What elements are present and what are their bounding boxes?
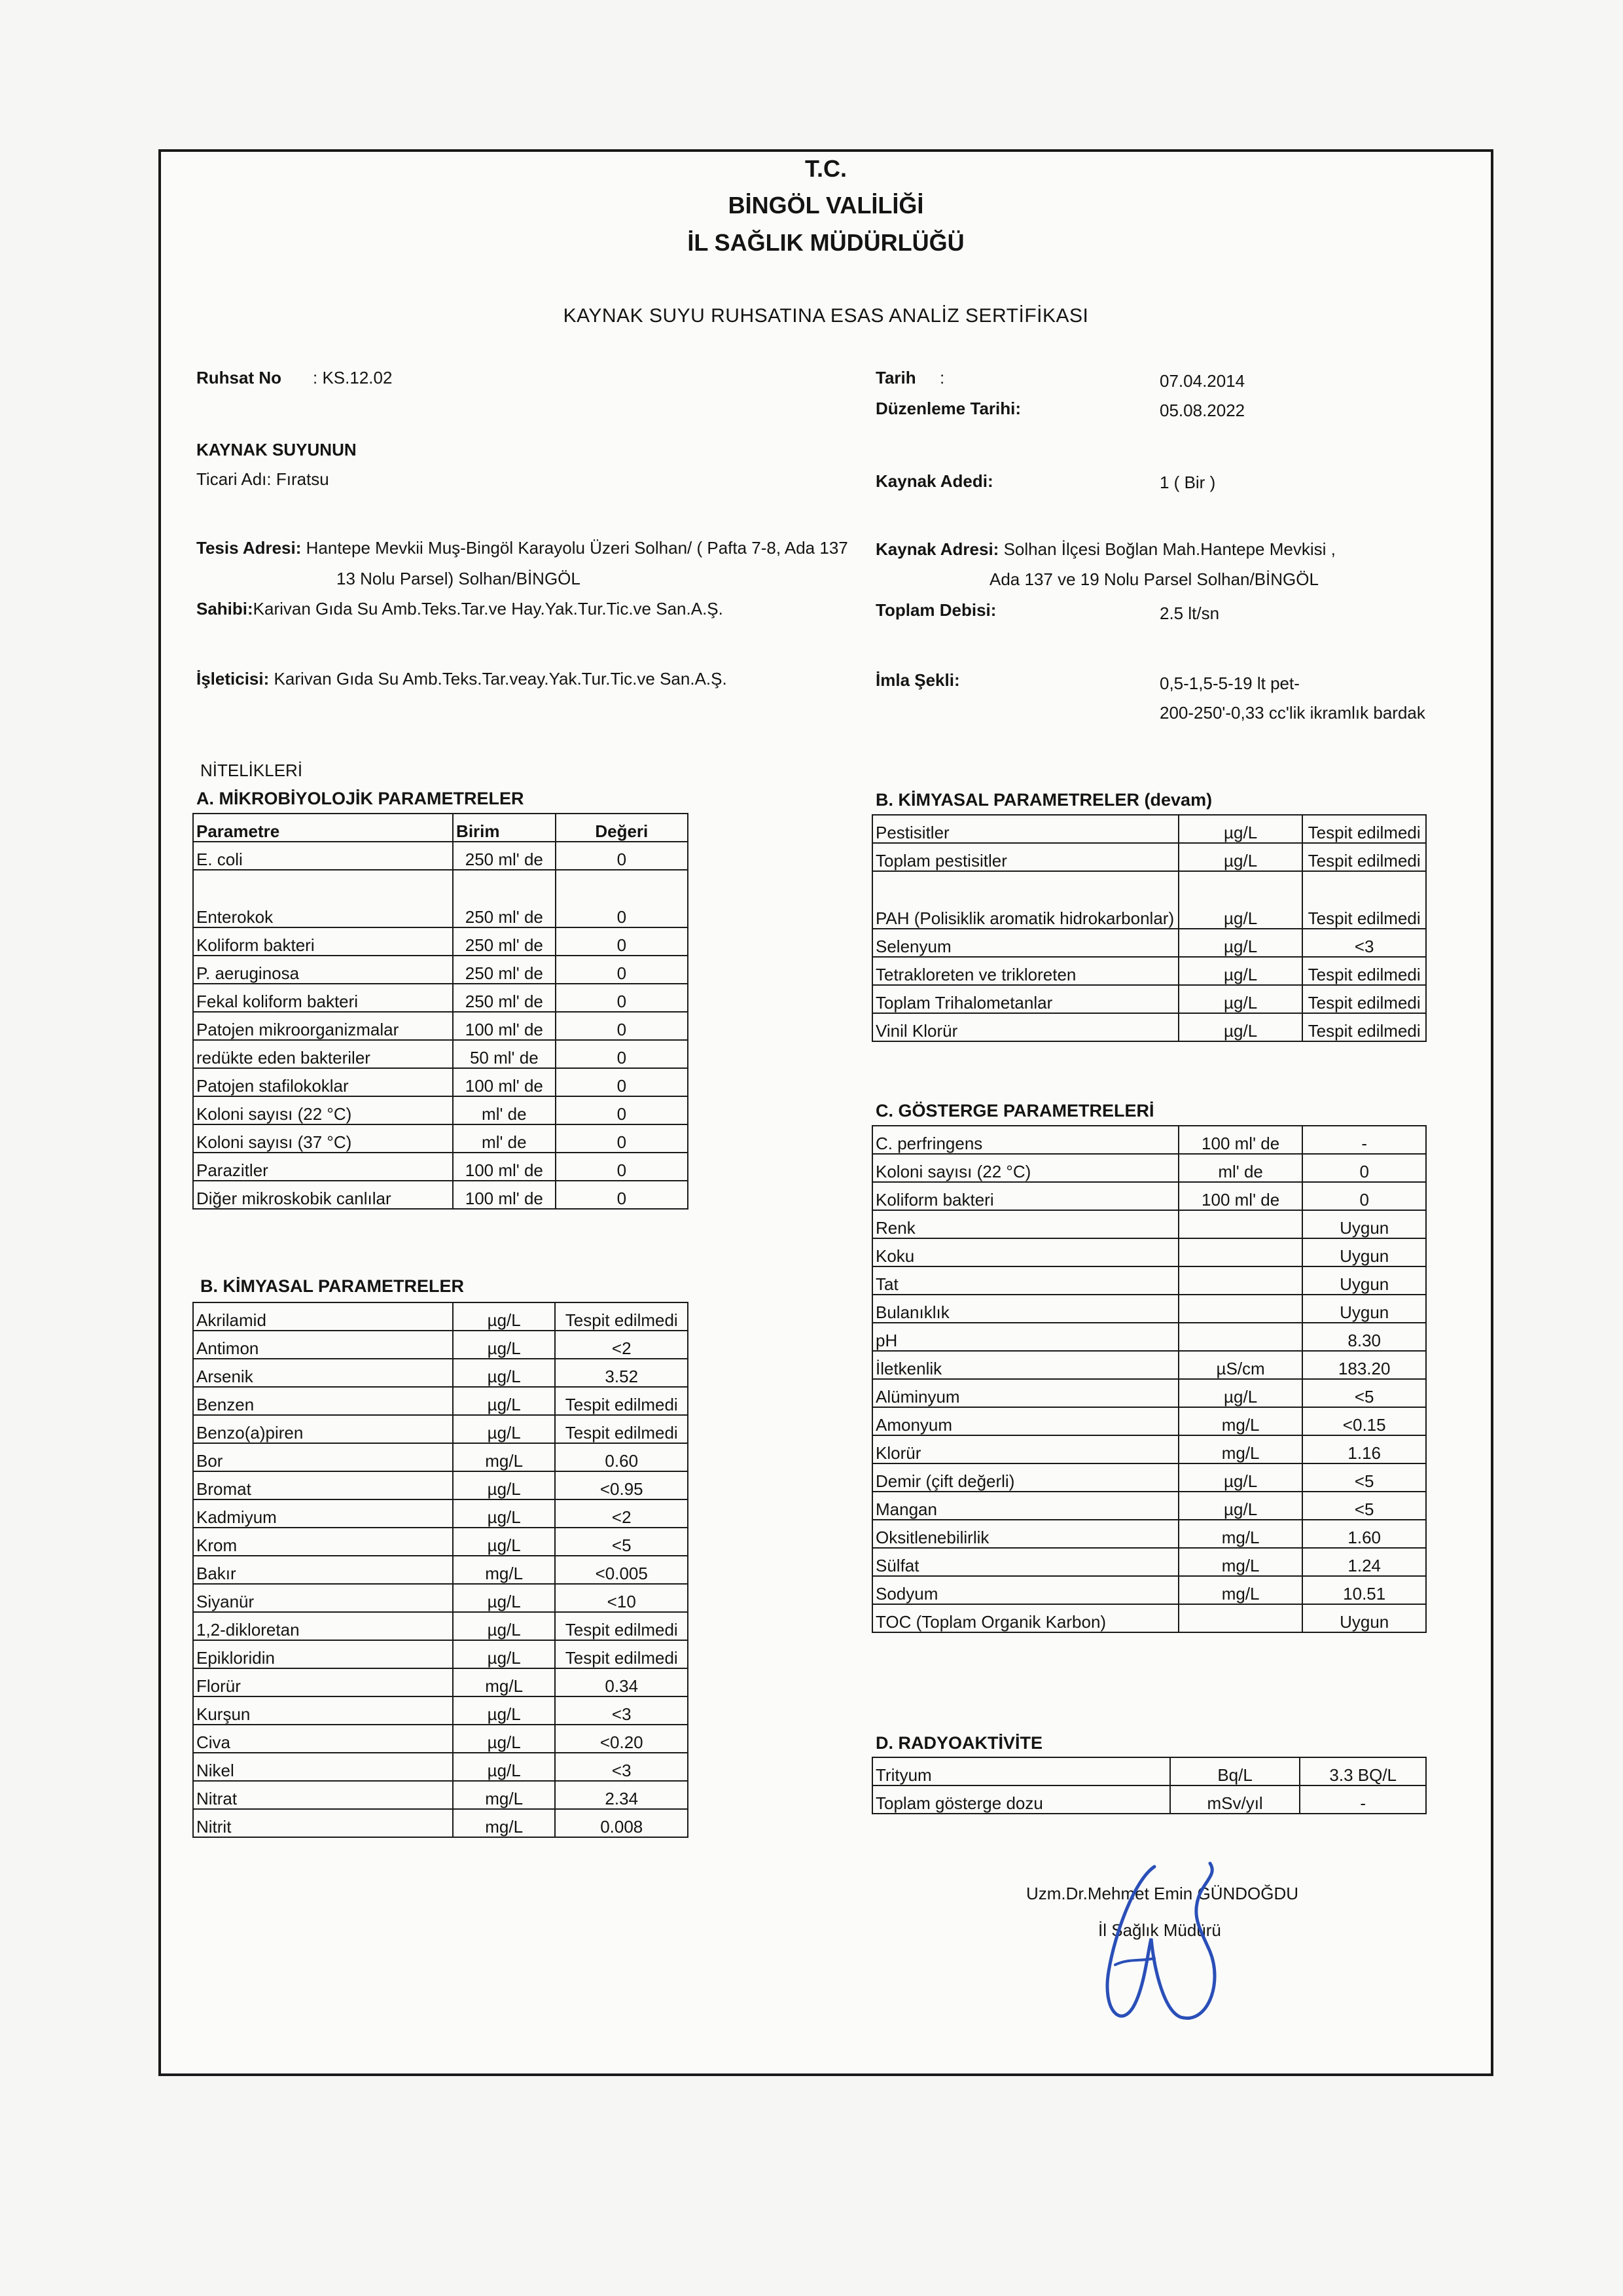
param-cell: 1,2-dikloretan — [193, 1612, 453, 1640]
table-row — [193, 1471, 688, 1499]
value-cell: 8.30 — [1302, 1323, 1426, 1351]
param-cell: Kadmiyum — [193, 1499, 453, 1528]
tarih-label: Tarih — [876, 368, 916, 387]
param-cell: Koku — [872, 1238, 1179, 1266]
radio-section-title: D. RADYOAKTİVİTE — [876, 1733, 1043, 1753]
table-row — [193, 1668, 688, 1696]
table-row — [193, 842, 688, 870]
unit-cell — [1179, 1266, 1303, 1295]
param-cell: Toplam Trihalometanlar — [872, 985, 1179, 1013]
table-row — [193, 927, 688, 956]
unit-cell: 100 ml' de — [453, 1012, 556, 1040]
param-cell: TOC (Toplam Organik Karbon) — [872, 1604, 1179, 1632]
param-cell: Patojen mikroorganizmalar — [193, 1012, 453, 1040]
value-cell: Uygun — [1302, 1266, 1426, 1295]
unit-cell: 250 ml' de — [453, 870, 556, 927]
unit-cell: µg/L — [453, 1359, 556, 1387]
value-cell: 0 — [556, 956, 688, 984]
value-cell: 0 — [556, 984, 688, 1012]
table-row — [872, 1323, 1426, 1351]
unit-cell: mg/L — [453, 1668, 556, 1696]
micro-table — [192, 813, 688, 1210]
header-mudurluk: İL SAĞLIK MÜDÜRLÜĞÜ — [687, 229, 965, 256]
table-row — [193, 870, 688, 927]
unit-cell: µg/L — [1179, 929, 1302, 957]
value-cell: 1.16 — [1302, 1435, 1426, 1463]
unit-cell: 250 ml' de — [453, 842, 556, 870]
kaynak-adresi-2: Ada 137 ve 19 Nolu Parsel Solhan/BİNGÖL — [990, 569, 1319, 589]
tesis-label: Tesis Adresi: — [196, 538, 302, 558]
table-row — [872, 815, 1426, 843]
param-cell: Diğer mikroskobik canlılar — [193, 1181, 453, 1209]
param-cell: Koloni sayısı (22 °C) — [193, 1096, 453, 1124]
param-cell: İletkenlik — [872, 1351, 1179, 1379]
header-birim: Birim — [453, 814, 556, 842]
table-row — [193, 1040, 688, 1068]
unit-cell: µg/L — [1179, 985, 1302, 1013]
table-row — [872, 929, 1426, 957]
unit-cell: 100 ml' de — [453, 1181, 556, 1209]
value-cell: <3 — [555, 1696, 688, 1725]
unit-cell: ml' de — [453, 1124, 556, 1153]
unit-cell: mg/L — [453, 1781, 556, 1809]
unit-cell: mg/L — [1179, 1435, 1303, 1463]
value-cell: 0 — [556, 842, 688, 870]
param-cell: Koliform bakteri — [193, 927, 453, 956]
param-cell: Sodyum — [872, 1576, 1179, 1604]
value-cell: 0 — [556, 1068, 688, 1096]
micro-section-title: A. MİKROBİYOLOJİK PARAMETRELER — [196, 789, 524, 808]
ruhsat-label: Ruhsat No — [196, 368, 281, 387]
value-cell: Uygun — [1302, 1238, 1426, 1266]
table-row — [872, 843, 1426, 871]
unit-cell: ml' de — [453, 1096, 556, 1124]
param-cell: Bromat — [193, 1471, 453, 1499]
value-cell: Tespit edilmedi — [1302, 871, 1426, 929]
table-row — [193, 1153, 688, 1181]
unit-cell: mg/L — [453, 1443, 556, 1471]
unit-cell: ml' de — [1179, 1154, 1303, 1182]
param-cell: Koliform bakteri — [872, 1182, 1179, 1210]
param-cell: Trityum — [872, 1757, 1170, 1785]
unit-cell: µg/L — [453, 1331, 556, 1359]
unit-cell — [1179, 1323, 1303, 1351]
value-cell: <5 — [1302, 1379, 1426, 1407]
param-cell: Epikloridin — [193, 1640, 453, 1668]
unit-cell — [1179, 1238, 1303, 1266]
value-cell: 1.60 — [1302, 1520, 1426, 1548]
value-cell: Tespit edilmedi — [555, 1302, 688, 1331]
unit-cell: mg/L — [453, 1556, 556, 1584]
handwritten-signature-icon — [1076, 1854, 1233, 2043]
value-cell: 1.24 — [1302, 1548, 1426, 1576]
chem-section-title: B. KİMYASAL PARAMETRELER — [200, 1276, 465, 1296]
value-cell: 0 — [1302, 1182, 1426, 1210]
param-cell: Amonyum — [872, 1407, 1179, 1435]
param-cell: Oksitlenebilirlik — [872, 1520, 1179, 1548]
table-row — [872, 1126, 1426, 1154]
unit-cell: µg/L — [453, 1387, 556, 1415]
header-degeri: Değeri — [556, 814, 688, 842]
table-row — [872, 1238, 1426, 1266]
value-cell: Tespit edilmedi — [1302, 815, 1426, 843]
table-header-row — [193, 814, 688, 842]
kaynak-adedi-label: Kaynak Adedi: — [876, 471, 993, 491]
tesis-adresi — [196, 538, 848, 558]
unit-cell: 100 ml' de — [453, 1153, 556, 1181]
value-cell: - — [1302, 1126, 1426, 1154]
value-cell: Tespit edilmedi — [555, 1640, 688, 1668]
value-cell: 0 — [556, 1181, 688, 1209]
value-cell: 0 — [556, 1153, 688, 1181]
param-cell: Parazitler — [193, 1153, 453, 1181]
table-row — [193, 1584, 688, 1612]
value-cell: Uygun — [1302, 1210, 1426, 1238]
ticari-adi: Ticari Adı: Fıratsu — [196, 469, 329, 489]
tesis-value-1: Hantepe Mevkii Muş-Bingöl Karayolu Üzeri Solhan/ ( Pafta 7-8, Ada 137 — [306, 538, 848, 558]
signatory-name: Uzm.Dr.Mehmet Emin GÜNDOĞDU — [1026, 1884, 1299, 1903]
kaynak-adresi-1: Solhan İlçesi Boğlan Mah.Hantepe Mevkisi , — [1003, 539, 1336, 559]
table-row — [193, 1387, 688, 1415]
param-cell: Nitrat — [193, 1781, 453, 1809]
value-cell: 10.51 — [1302, 1576, 1426, 1604]
param-cell: P. aeruginosa — [193, 956, 453, 984]
unit-cell: µg/L — [453, 1584, 556, 1612]
unit-cell: 250 ml' de — [453, 956, 556, 984]
value-cell: 0 — [556, 927, 688, 956]
table-row — [193, 1556, 688, 1584]
unit-cell: mg/L — [1179, 1407, 1303, 1435]
table-row — [193, 1181, 688, 1209]
value-cell: 0 — [556, 1040, 688, 1068]
value-cell: - — [1300, 1785, 1426, 1814]
value-cell: 0 — [556, 1124, 688, 1153]
value-cell: Tespit edilmedi — [555, 1387, 688, 1415]
chem2-table — [872, 814, 1427, 1042]
table-row — [193, 1359, 688, 1387]
param-cell: Koloni sayısı (22 °C) — [872, 1154, 1179, 1182]
value-cell: <0.15 — [1302, 1407, 1426, 1435]
value-cell: <3 — [555, 1753, 688, 1781]
table-row — [193, 1415, 688, 1443]
table-row — [872, 1548, 1426, 1576]
isletici-label: İşleticisi: — [196, 669, 270, 689]
value-cell: 3.3 BQ/L — [1300, 1757, 1426, 1785]
param-cell: Benzo(a)piren — [193, 1415, 453, 1443]
value-cell: 0 — [556, 1096, 688, 1124]
param-cell: Civa — [193, 1725, 453, 1753]
table-row — [193, 984, 688, 1012]
unit-cell: µg/L — [453, 1528, 556, 1556]
ruhsat-value: : KS.12.02 — [313, 368, 393, 387]
param-cell: Bor — [193, 1443, 453, 1471]
value-cell: Tespit edilmedi — [555, 1612, 688, 1640]
kaynak-adresi-label: Kaynak Adresi: — [876, 539, 999, 559]
param-cell: Krom — [193, 1528, 453, 1556]
table-row — [872, 1576, 1426, 1604]
header-parametre: Parametre — [193, 814, 453, 842]
chem2-section-title: B. KİMYASAL PARAMETRELER (devam) — [876, 790, 1213, 810]
unit-cell: 250 ml' de — [453, 984, 556, 1012]
param-cell: Tat — [872, 1266, 1179, 1295]
kaynak-adedi-value: 1 ( Bir ) — [1160, 473, 1216, 492]
imla-2: 200-250'-0,33 cc'lik ikramlık bardak — [1160, 703, 1425, 723]
param-cell: Enterokok — [193, 870, 453, 927]
table-row — [872, 1492, 1426, 1520]
toplam-debisi-label: Toplam Debisi: — [876, 600, 997, 620]
value-cell: 0.008 — [555, 1809, 688, 1837]
param-cell: Akrilamid — [193, 1302, 453, 1331]
value-cell: Tespit edilmedi — [1302, 1013, 1426, 1041]
param-cell: Patojen stafilokoklar — [193, 1068, 453, 1096]
param-cell: Demir (çift değerli) — [872, 1463, 1179, 1492]
param-cell: Fekal koliform bakteri — [193, 984, 453, 1012]
value-cell: <0.95 — [555, 1471, 688, 1499]
table-row — [872, 1266, 1426, 1295]
unit-cell: mg/L — [453, 1809, 556, 1837]
unit-cell: µg/L — [453, 1302, 556, 1331]
param-cell: Siyanür — [193, 1584, 453, 1612]
kaynak-adresi — [876, 539, 1336, 560]
param-cell: Mangan — [872, 1492, 1179, 1520]
unit-cell: 100 ml' de — [1179, 1126, 1303, 1154]
param-cell: C. perfringens — [872, 1126, 1179, 1154]
unit-cell: µg/L — [1179, 1013, 1302, 1041]
param-cell: Selenyum — [872, 929, 1179, 957]
unit-cell: mg/L — [1179, 1576, 1303, 1604]
header-valilik: BİNGÖL VALİLİĞİ — [728, 192, 924, 219]
nitelikleri-heading: NİTELİKLERİ — [200, 761, 303, 780]
unit-cell: 250 ml' de — [453, 927, 556, 956]
value-cell: <2 — [555, 1499, 688, 1528]
param-cell: Renk — [872, 1210, 1179, 1238]
value-cell: <0.005 — [555, 1556, 688, 1584]
chem-table — [192, 1302, 688, 1838]
param-cell: redükte eden bakteriler — [193, 1040, 453, 1068]
param-cell: Koloni sayısı (37 °C) — [193, 1124, 453, 1153]
value-cell: Uygun — [1302, 1604, 1426, 1632]
param-cell: Vinil Klorür — [872, 1013, 1179, 1041]
table-row — [193, 1528, 688, 1556]
unit-cell — [1179, 1210, 1303, 1238]
value-cell: <3 — [1302, 929, 1426, 957]
tarih-colon: : — [940, 368, 945, 387]
table-row — [193, 1781, 688, 1809]
param-cell: Tetrakloreten ve trikloreten — [872, 957, 1179, 985]
param-cell: pH — [872, 1323, 1179, 1351]
table-row — [193, 1331, 688, 1359]
table-row — [872, 1435, 1426, 1463]
param-cell: Pestisitler — [872, 815, 1179, 843]
tesis-value-2: 13 Nolu Parsel) Solhan/BİNGÖL — [336, 569, 580, 588]
table-row — [872, 1379, 1426, 1407]
table-row — [193, 1499, 688, 1528]
sahibi-label: Sahibi: — [196, 599, 253, 619]
table-row — [872, 1604, 1426, 1632]
table-row — [872, 1520, 1426, 1548]
unit-cell: µg/L — [1179, 1463, 1303, 1492]
table-row — [872, 1407, 1426, 1435]
unit-cell: µg/L — [453, 1612, 556, 1640]
table-row — [872, 1757, 1426, 1785]
table-row — [872, 1351, 1426, 1379]
param-cell: Toplam gösterge dozu — [872, 1785, 1170, 1814]
table-row — [193, 1612, 688, 1640]
value-cell: 0 — [556, 870, 688, 927]
unit-cell: 100 ml' de — [453, 1068, 556, 1096]
value-cell: 0.60 — [555, 1443, 688, 1471]
table-row — [872, 1210, 1426, 1238]
indicator-section-title: C. GÖSTERGE PARAMETRELERİ — [876, 1101, 1154, 1121]
unit-cell: µg/L — [1179, 1379, 1303, 1407]
param-cell: Bulanıklık — [872, 1295, 1179, 1323]
param-cell: Klorür — [872, 1435, 1179, 1463]
duzenleme-value: 05.08.2022 — [1160, 401, 1245, 420]
param-cell: Arsenik — [193, 1359, 453, 1387]
value-cell: Tespit edilmedi — [1302, 843, 1426, 871]
table-row — [193, 1302, 688, 1331]
table-row — [193, 1124, 688, 1153]
value-cell: <5 — [1302, 1463, 1426, 1492]
table-row — [193, 1696, 688, 1725]
unit-cell: µg/L — [453, 1725, 556, 1753]
unit-cell: µg/L — [453, 1640, 556, 1668]
table-row — [872, 1154, 1426, 1182]
unit-cell: µg/L — [1179, 815, 1302, 843]
table-row — [193, 956, 688, 984]
unit-cell: mSv/yıl — [1170, 1785, 1300, 1814]
param-cell: Antimon — [193, 1331, 453, 1359]
value-cell: 3.52 — [555, 1359, 688, 1387]
value-cell: 2.34 — [555, 1781, 688, 1809]
table-row — [193, 1096, 688, 1124]
unit-cell: µg/L — [1179, 957, 1302, 985]
param-cell: Bakır — [193, 1556, 453, 1584]
value-cell: Uygun — [1302, 1295, 1426, 1323]
unit-cell: Bq/L — [1170, 1757, 1300, 1785]
sahibi-value: Karivan Gıda Su Amb.Teks.Tar.ve Hay.Yak.Tur.Tic.ve San.A.Ş. — [253, 599, 723, 619]
unit-cell: µg/L — [453, 1696, 556, 1725]
value-cell: <5 — [1302, 1492, 1426, 1520]
param-cell: Nitrit — [193, 1809, 453, 1837]
kaynak-suyunun: KAYNAK SUYUNUN — [196, 440, 357, 459]
unit-cell — [1179, 1295, 1303, 1323]
document-title: KAYNAK SUYU RUHSATINA ESAS ANALİZ SERTİFİKASI — [563, 305, 1089, 327]
unit-cell: µg/L — [453, 1499, 556, 1528]
unit-cell: µg/L — [453, 1753, 556, 1781]
unit-cell: µg/L — [1179, 871, 1302, 929]
unit-cell: µg/L — [453, 1471, 556, 1499]
unit-cell — [1179, 1604, 1303, 1632]
table-row — [193, 1012, 688, 1040]
value-cell: 0 — [1302, 1154, 1426, 1182]
indicator-table — [872, 1125, 1427, 1633]
table-row — [872, 1013, 1426, 1041]
isletici — [196, 669, 727, 689]
unit-cell: 100 ml' de — [1179, 1182, 1303, 1210]
table-row — [193, 1640, 688, 1668]
value-cell: 0 — [556, 1012, 688, 1040]
imla-1: 0,5-1,5-5-19 lt pet- — [1160, 673, 1300, 693]
radio-table — [872, 1757, 1427, 1814]
param-cell: Toplam pestisitler — [872, 843, 1179, 871]
toplam-debisi-value: 2.5 lt/sn — [1160, 603, 1220, 623]
value-cell: <2 — [555, 1331, 688, 1359]
param-cell: PAH (Polisiklik aromatik hidrokarbonlar) — [872, 871, 1179, 929]
unit-cell: µg/L — [1179, 1492, 1303, 1520]
table-row — [872, 1785, 1426, 1814]
table-row — [193, 1753, 688, 1781]
param-cell: Kurşun — [193, 1696, 453, 1725]
tarih-value: 07.04.2014 — [1160, 371, 1245, 391]
value-cell: <5 — [555, 1528, 688, 1556]
table-row — [193, 1443, 688, 1471]
unit-cell: 50 ml' de — [453, 1040, 556, 1068]
sahibi — [196, 599, 723, 619]
isletici-value: Karivan Gıda Su Amb.Teks.Tar.veay.Yak.Tur.Tic.ve San.A.Ş. — [274, 669, 727, 689]
value-cell: 0.34 — [555, 1668, 688, 1696]
table-row — [193, 1725, 688, 1753]
certificate-frame — [158, 149, 1493, 2076]
unit-cell: µg/L — [1179, 843, 1302, 871]
value-cell: Tespit edilmedi — [555, 1415, 688, 1443]
table-row — [872, 1182, 1426, 1210]
table-row — [872, 985, 1426, 1013]
table-row — [872, 1463, 1426, 1492]
param-cell: Benzen — [193, 1387, 453, 1415]
param-cell: Sülfat — [872, 1548, 1179, 1576]
value-cell: Tespit edilmedi — [1302, 985, 1426, 1013]
param-cell: Alüminyum — [872, 1379, 1179, 1407]
unit-cell: mg/L — [1179, 1548, 1303, 1576]
value-cell: 183.20 — [1302, 1351, 1426, 1379]
table-row — [872, 1295, 1426, 1323]
unit-cell: mg/L — [1179, 1520, 1303, 1548]
imla-label: İmla Şekli: — [876, 670, 960, 690]
table-row — [872, 957, 1426, 985]
param-cell: Nikel — [193, 1753, 453, 1781]
value-cell: <0.20 — [555, 1725, 688, 1753]
table-row — [193, 1809, 688, 1837]
table-row — [193, 1068, 688, 1096]
param-cell: E. coli — [193, 842, 453, 870]
value-cell: <10 — [555, 1584, 688, 1612]
header-tc: T.C. — [804, 155, 847, 182]
param-cell: Florür — [193, 1668, 453, 1696]
signatory-title: İl Sağlık Müdürü — [1098, 1920, 1221, 1940]
value-cell: Tespit edilmedi — [1302, 957, 1426, 985]
duzenleme-label: Düzenleme Tarihi: — [876, 399, 1022, 418]
unit-cell: µS/cm — [1179, 1351, 1303, 1379]
unit-cell: µg/L — [453, 1415, 556, 1443]
table-row — [872, 871, 1426, 929]
